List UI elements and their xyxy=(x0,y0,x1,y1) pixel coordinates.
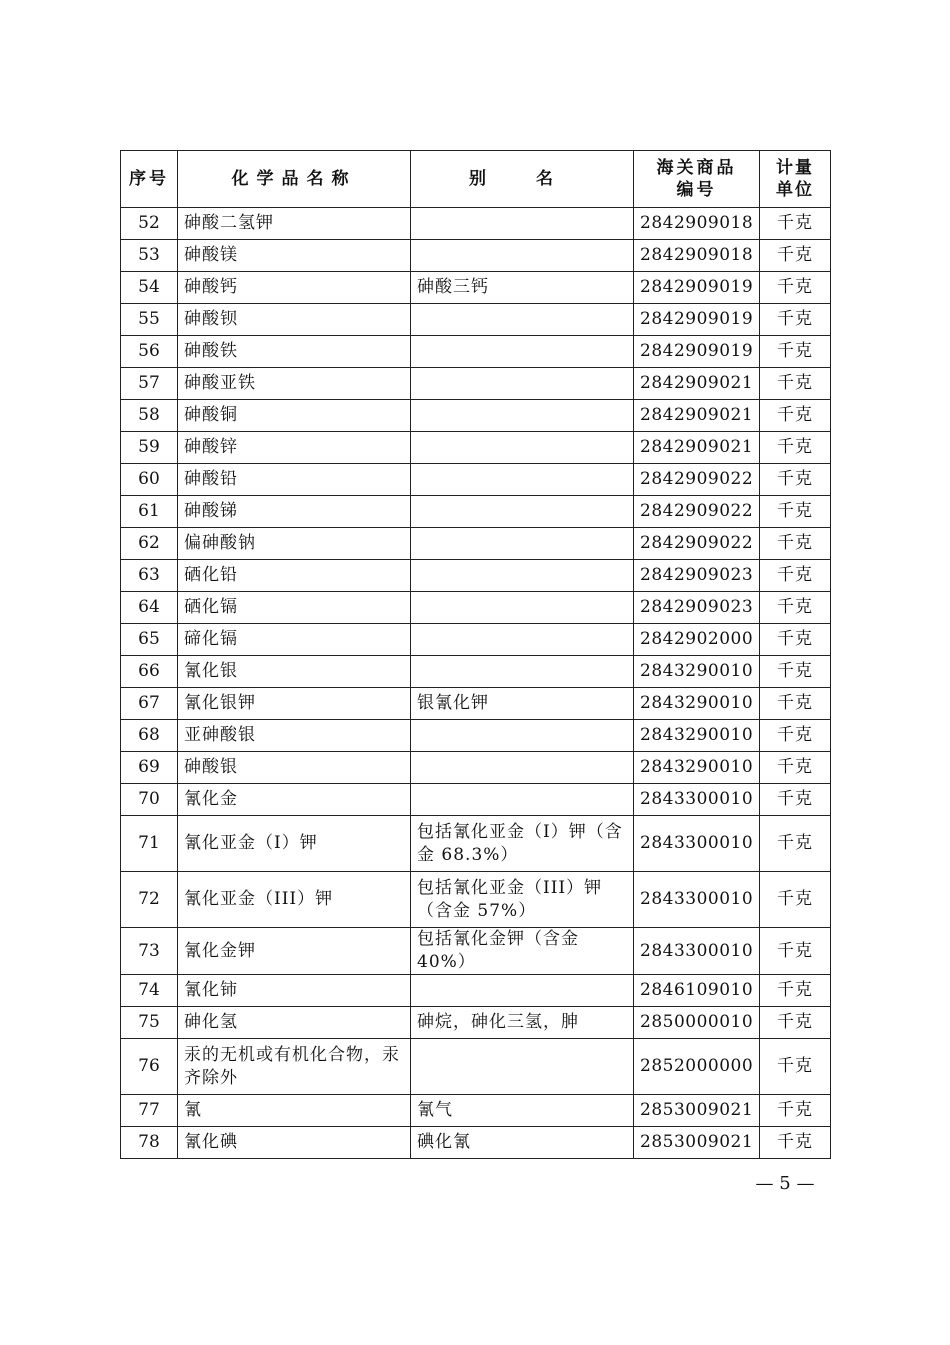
page-number: — 5 — xyxy=(755,1173,815,1194)
chemicals-table xyxy=(120,150,831,1159)
customs-code: 2842909022 xyxy=(634,528,760,560)
measurement-unit: 千克 xyxy=(760,816,831,872)
table-row xyxy=(121,688,831,720)
measurement-unit: 千克 xyxy=(760,656,831,688)
row-number: 73 xyxy=(121,928,178,975)
table-row xyxy=(121,1127,831,1159)
chemical-alias: 包括氰化金钾（含金 40%） xyxy=(411,928,634,975)
row-number: 53 xyxy=(121,240,178,272)
measurement-unit: 千克 xyxy=(760,784,831,816)
row-number: 57 xyxy=(121,368,178,400)
measurement-unit: 千克 xyxy=(760,592,831,624)
row-number: 70 xyxy=(121,784,178,816)
customs-code: 2842909018 xyxy=(634,240,760,272)
customs-code: 2843300010 xyxy=(634,928,760,975)
header-no: 序号 xyxy=(121,151,178,208)
chemical-name: 氰化亚金（III）钾 xyxy=(178,872,411,928)
table-row xyxy=(121,656,831,688)
row-number: 52 xyxy=(121,208,178,240)
table-body xyxy=(121,208,831,1159)
chemical-name: 砷酸锌 xyxy=(178,432,411,464)
chemical-name: 亚砷酸银 xyxy=(178,720,411,752)
header-unit-text: 计量单位 xyxy=(776,158,814,200)
table-row xyxy=(121,400,831,432)
customs-code: 2842909023 xyxy=(634,592,760,624)
table-header-row xyxy=(121,151,831,208)
chemical-alias xyxy=(411,752,634,784)
chemical-name: 砷酸银 xyxy=(178,752,411,784)
measurement-unit: 千克 xyxy=(760,720,831,752)
chemical-name: 硒化镉 xyxy=(178,592,411,624)
chemical-name: 氰化金 xyxy=(178,784,411,816)
measurement-unit: 千克 xyxy=(760,336,831,368)
row-number: 66 xyxy=(121,656,178,688)
chemical-alias xyxy=(411,784,634,816)
customs-code: 2843300010 xyxy=(634,816,760,872)
chemical-alias xyxy=(411,592,634,624)
measurement-unit: 千克 xyxy=(760,928,831,975)
row-number: 76 xyxy=(121,1039,178,1095)
table-row xyxy=(121,624,831,656)
measurement-unit: 千克 xyxy=(760,432,831,464)
row-number: 60 xyxy=(121,464,178,496)
customs-code: 2842909019 xyxy=(634,336,760,368)
chemical-name: 砷酸铅 xyxy=(178,464,411,496)
customs-code: 2842909022 xyxy=(634,464,760,496)
row-number: 64 xyxy=(121,592,178,624)
measurement-unit: 千克 xyxy=(760,752,831,784)
measurement-unit: 千克 xyxy=(760,496,831,528)
row-number: 77 xyxy=(121,1095,178,1127)
chemical-name: 汞的无机或有机化合物，汞齐除外 xyxy=(178,1039,411,1095)
row-number: 72 xyxy=(121,872,178,928)
chemical-alias xyxy=(411,304,634,336)
chemical-name: 氰化碘 xyxy=(178,1127,411,1159)
chemical-name: 偏砷酸钠 xyxy=(178,528,411,560)
chemical-name: 硒化铅 xyxy=(178,560,411,592)
row-number: 54 xyxy=(121,272,178,304)
row-number: 74 xyxy=(121,975,178,1007)
customs-code: 2843300010 xyxy=(634,872,760,928)
measurement-unit: 千克 xyxy=(760,1127,831,1159)
customs-code: 2850000010 xyxy=(634,1007,760,1039)
chemical-alias xyxy=(411,208,634,240)
customs-code: 2842909021 xyxy=(634,400,760,432)
customs-code: 2842909019 xyxy=(634,272,760,304)
measurement-unit: 千克 xyxy=(760,688,831,720)
header-customs-code-text: 海关商品编号 xyxy=(656,158,737,200)
chemical-name: 氰化银 xyxy=(178,656,411,688)
customs-code: 2843300010 xyxy=(634,784,760,816)
row-number: 56 xyxy=(121,336,178,368)
chemical-name: 氰化金钾 xyxy=(178,928,411,975)
table-row xyxy=(121,432,831,464)
measurement-unit: 千克 xyxy=(760,560,831,592)
customs-code: 2843290010 xyxy=(634,720,760,752)
chemical-alias xyxy=(411,496,634,528)
row-number: 58 xyxy=(121,400,178,432)
chemical-alias: 氰气 xyxy=(411,1095,634,1127)
row-number: 65 xyxy=(121,624,178,656)
chemical-name: 碲化镉 xyxy=(178,624,411,656)
table-row xyxy=(121,816,831,872)
customs-code: 2843290010 xyxy=(634,688,760,720)
chemical-name: 砷酸锑 xyxy=(178,496,411,528)
row-number: 62 xyxy=(121,528,178,560)
chemical-alias xyxy=(411,336,634,368)
customs-code: 2842909018 xyxy=(634,208,760,240)
chemical-alias xyxy=(411,240,634,272)
chemical-name: 氰 xyxy=(178,1095,411,1127)
chemical-name: 砷酸铜 xyxy=(178,400,411,432)
table-row xyxy=(121,1095,831,1127)
customs-code: 2842909019 xyxy=(634,304,760,336)
chemical-alias xyxy=(411,368,634,400)
chemical-name: 砷酸亚铁 xyxy=(178,368,411,400)
chemical-alias: 包括氰化亚金（III）钾（含金 57%） xyxy=(411,872,634,928)
measurement-unit: 千克 xyxy=(760,400,831,432)
row-number: 59 xyxy=(121,432,178,464)
customs-code: 2853009021 xyxy=(634,1095,760,1127)
table-row xyxy=(121,304,831,336)
header-customs-code xyxy=(634,151,760,208)
chemical-name: 砷化氢 xyxy=(178,1007,411,1039)
chemical-name: 砷酸镁 xyxy=(178,240,411,272)
row-number: 63 xyxy=(121,560,178,592)
table-row xyxy=(121,928,831,975)
row-number: 69 xyxy=(121,752,178,784)
measurement-unit: 千克 xyxy=(760,975,831,1007)
chemical-name: 砷酸铁 xyxy=(178,336,411,368)
chemical-alias: 砷烷，砷化三氢，胂 xyxy=(411,1007,634,1039)
measurement-unit: 千克 xyxy=(760,624,831,656)
table-row xyxy=(121,592,831,624)
table-row xyxy=(121,496,831,528)
chemical-alias: 包括氰化亚金（I）钾（含金 68.3%） xyxy=(411,816,634,872)
row-number: 67 xyxy=(121,688,178,720)
table-row xyxy=(121,560,831,592)
measurement-unit: 千克 xyxy=(760,368,831,400)
measurement-unit: 千克 xyxy=(760,1095,831,1127)
customs-code: 2842902000 xyxy=(634,624,760,656)
row-number: 71 xyxy=(121,816,178,872)
chemical-name: 砷酸二氢钾 xyxy=(178,208,411,240)
customs-code: 2843290010 xyxy=(634,656,760,688)
header-unit xyxy=(760,151,831,208)
chemical-name: 氰化亚金（I）钾 xyxy=(178,816,411,872)
measurement-unit: 千克 xyxy=(760,1007,831,1039)
chemical-alias xyxy=(411,432,634,464)
customs-code: 2853009021 xyxy=(634,1127,760,1159)
table-row xyxy=(121,720,831,752)
table-row xyxy=(121,975,831,1007)
measurement-unit: 千克 xyxy=(760,872,831,928)
row-number: 61 xyxy=(121,496,178,528)
measurement-unit: 千克 xyxy=(760,208,831,240)
row-number: 68 xyxy=(121,720,178,752)
chemical-alias xyxy=(411,400,634,432)
row-number: 75 xyxy=(121,1007,178,1039)
measurement-unit: 千克 xyxy=(760,272,831,304)
table-row xyxy=(121,208,831,240)
customs-code: 2842909022 xyxy=(634,496,760,528)
customs-code: 2852000000 xyxy=(634,1039,760,1095)
measurement-unit: 千克 xyxy=(760,240,831,272)
row-number: 78 xyxy=(121,1127,178,1159)
chemical-name: 砷酸钙 xyxy=(178,272,411,304)
chemical-alias xyxy=(411,1039,634,1095)
measurement-unit: 千克 xyxy=(760,528,831,560)
table-row xyxy=(121,336,831,368)
table-row xyxy=(121,528,831,560)
table-row xyxy=(121,752,831,784)
chemical-alias: 银氰化钾 xyxy=(411,688,634,720)
customs-code: 2846109010 xyxy=(634,975,760,1007)
chemical-alias xyxy=(411,656,634,688)
chemical-alias xyxy=(411,720,634,752)
chemical-name: 氰化铈 xyxy=(178,975,411,1007)
customs-code: 2842909023 xyxy=(634,560,760,592)
table-row xyxy=(121,240,831,272)
measurement-unit: 千克 xyxy=(760,464,831,496)
chemical-alias xyxy=(411,528,634,560)
header-alias: 别 名 xyxy=(411,151,634,208)
chemical-alias xyxy=(411,975,634,1007)
table-row xyxy=(121,368,831,400)
chemical-alias xyxy=(411,624,634,656)
chemical-alias: 砷酸三钙 xyxy=(411,272,634,304)
table-row xyxy=(121,272,831,304)
chemical-name: 砷酸钡 xyxy=(178,304,411,336)
customs-code: 2843290010 xyxy=(634,752,760,784)
chemical-alias: 碘化氰 xyxy=(411,1127,634,1159)
table-row xyxy=(121,1039,831,1095)
row-number: 55 xyxy=(121,304,178,336)
measurement-unit: 千克 xyxy=(760,1039,831,1095)
header-chemical-name: 化学品名称 xyxy=(178,151,411,208)
table-row xyxy=(121,872,831,928)
chemical-name: 氰化银钾 xyxy=(178,688,411,720)
customs-code: 2842909021 xyxy=(634,368,760,400)
customs-code: 2842909021 xyxy=(634,432,760,464)
measurement-unit: 千克 xyxy=(760,304,831,336)
table-row xyxy=(121,464,831,496)
table-row xyxy=(121,784,831,816)
chemical-alias xyxy=(411,560,634,592)
table-row xyxy=(121,1007,831,1039)
chemical-alias xyxy=(411,464,634,496)
